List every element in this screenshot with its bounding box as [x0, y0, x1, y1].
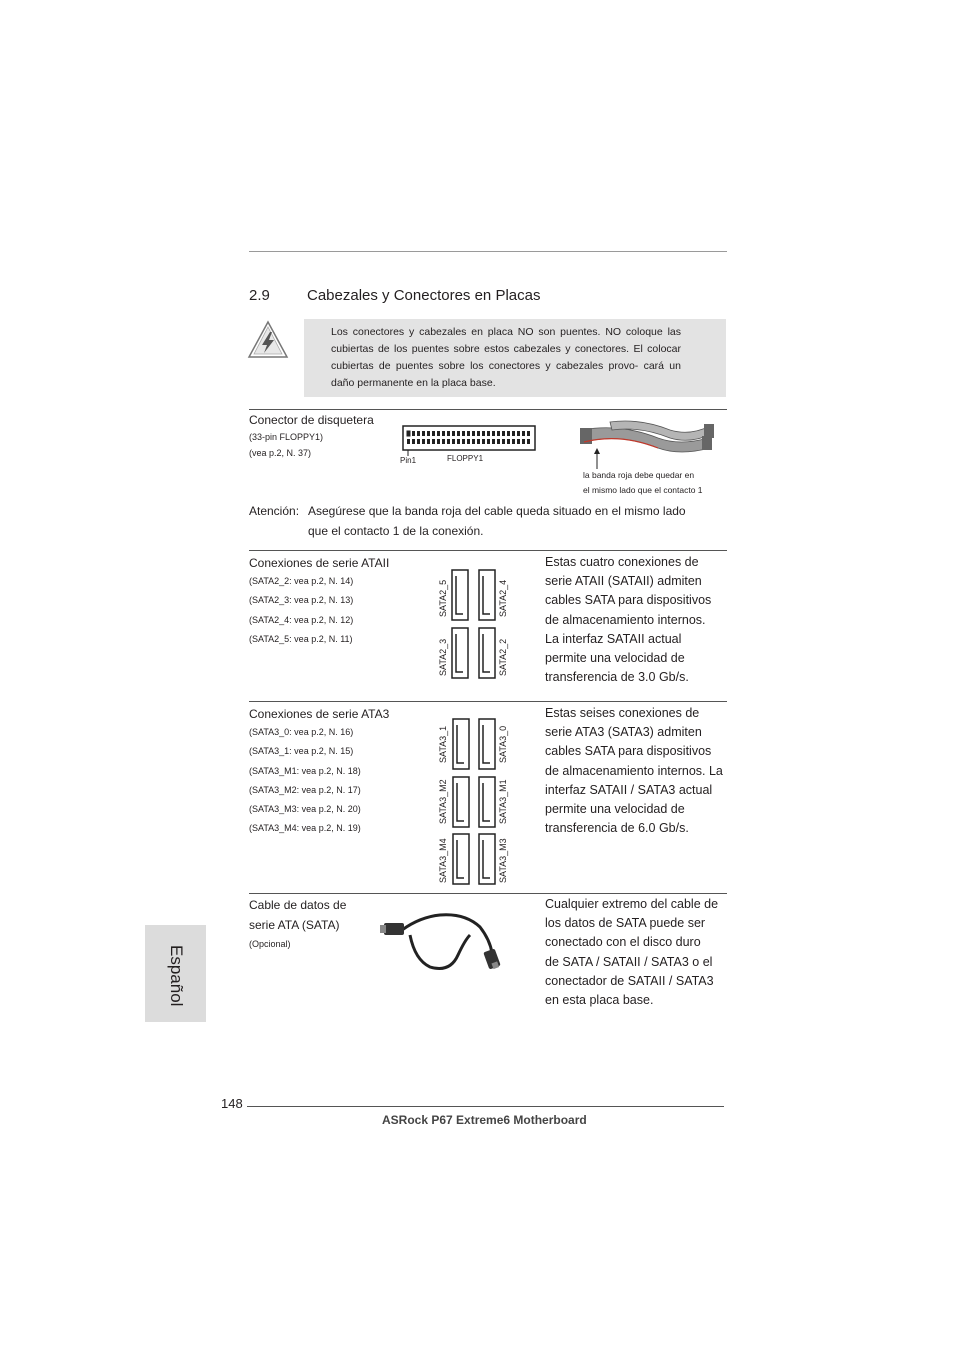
section-title: Cabezales y Conectores en Placas	[307, 287, 541, 304]
desc-line: transferencia de 6.0 Gb/s.	[545, 821, 689, 836]
desc-line: permite una velocidad de	[545, 802, 685, 817]
attention-label: Atención:	[249, 504, 300, 518]
cable-description	[545, 895, 718, 1010]
port-label: SATA3_0	[498, 725, 508, 763]
desc-line: Estas cuatro conexiones de	[545, 555, 699, 569]
desc-line: los datos de SATA puede ser	[545, 916, 706, 931]
port-label: SATA3_M4	[438, 838, 448, 883]
desc-line: permite una velocidad de	[545, 651, 685, 666]
desc-line: de almacenamiento internos.	[545, 612, 706, 627]
port-label: SATA3_M3	[498, 838, 508, 883]
desc-line: conectador de SATAII / SATA3	[545, 973, 714, 988]
warning-triangle-icon	[247, 320, 289, 360]
ata3-ref: (SATA3_M3: vea p.2, N. 20)	[249, 804, 361, 815]
desc-line: cables SATA para dispositivos	[545, 744, 712, 759]
ata3-ref: (SATA3_M2: vea p.2, N. 17)	[249, 784, 361, 795]
ataii-description	[545, 553, 711, 687]
ataii-title: Conexiones de serie ATAII	[249, 556, 390, 570]
cable-sub: (Opcional)	[249, 939, 291, 949]
desc-line: Estas seises conexiones de	[545, 706, 700, 720]
footer-product: ASRock P67 Extreme6 Motherboard	[382, 1113, 587, 1127]
desc-line: Cualquier extremo del cable de	[545, 897, 719, 911]
ata3-description	[545, 704, 723, 838]
sata2-ports-diagram	[450, 568, 500, 680]
ata3-ref: (SATA3_M1: vea p.2, N. 18)	[249, 765, 361, 776]
port-label: SATA2_3	[438, 638, 448, 676]
sata3-ports-diagram	[450, 717, 500, 887]
desc-line: interfaz SATAII / SATA3 actual	[545, 782, 713, 797]
attention-line1: Asegúrese que la banda roja del cable queda situado en el mismo lado	[308, 504, 686, 518]
language-tab-label: Español	[167, 945, 186, 1007]
ata3-ref: (SATA3_0: vea p.2, N. 16)	[249, 727, 354, 737]
ataii-ref: (SATA2_5: vea p.2, N. 11)	[249, 633, 353, 644]
divider-ataii	[249, 550, 727, 551]
warning-text: Los conectores y cabezales en placa NO son puentes. NO coloque las cubiertas de los puentes sobre estos cabezales y conectores. El colocar cubiertas de puentes sobre los conectores y cabezales provo- cará un daño permanente en la placa base.	[331, 326, 681, 389]
section-number: 2.9	[249, 287, 270, 304]
page-number: 148	[221, 1096, 243, 1111]
ataii-ref: (SATA2_3: vea p.2, N. 13)	[249, 595, 354, 606]
port-label: SATA2_4	[498, 579, 508, 617]
ata3-refs	[249, 723, 361, 839]
port-label: SATA2_2	[498, 638, 508, 676]
desc-line: conectado con el disco duro	[545, 935, 701, 950]
floppy-header-label: FLOPPY1	[447, 454, 484, 463]
floppy-pin-label: Pin1	[400, 456, 417, 465]
desc-line: de SATA / SATAII / SATA3 o el	[545, 954, 713, 969]
ata3-ref: (SATA3_M4: vea p.2, N. 19)	[249, 823, 361, 834]
port-label: SATA3_M2	[438, 779, 448, 824]
desc-line: de almacenamiento internos. La	[545, 763, 723, 778]
desc-line: en esta placa base.	[545, 993, 654, 1008]
floppy-sub2: (vea p.2, N. 37)	[249, 448, 312, 458]
floppy-title: Conector de disquetera	[249, 413, 374, 427]
cable-note-2: el mismo lado que el contacto 1	[583, 485, 703, 495]
divider-cable	[249, 893, 727, 894]
desc-line: La interfaz SATAII actual	[545, 631, 682, 646]
divider-ata3	[249, 701, 727, 702]
attention-line2: que el contacto 1 de la conexión.	[308, 524, 484, 538]
ataii-refs	[249, 572, 353, 649]
cable-title-1: Cable de datos de	[249, 898, 347, 912]
cable-note-1: la banda roja debe quedar en	[583, 470, 695, 480]
ataii-ref: (SATA2_2: vea p.2, N. 14)	[249, 576, 354, 586]
ataii-ref: (SATA2_4: vea p.2, N. 12)	[249, 614, 354, 625]
desc-line: serie ATAII (SATAII) admiten	[545, 574, 702, 589]
floppy-sub1: (33-pin FLOPPY1)	[249, 432, 324, 442]
ata3-ref: (SATA3_1: vea p.2, N. 15)	[249, 746, 354, 757]
ata3-title: Conexiones de serie ATA3	[249, 707, 390, 721]
port-label: SATA3_M1	[498, 779, 508, 824]
language-tab	[145, 925, 206, 1022]
top-rule	[249, 251, 727, 252]
sata-cable-image	[380, 905, 510, 975]
divider-floppy	[249, 409, 727, 410]
desc-line: transferencia de 3.0 Gb/s.	[545, 670, 689, 685]
cable-title-2: serie ATA (SATA)	[249, 918, 340, 932]
footer-rule	[247, 1106, 724, 1107]
desc-line: serie ATA3 (SATA3) admiten	[545, 725, 702, 740]
floppy-cable-image	[580, 418, 716, 470]
port-label: SATA2_5	[438, 579, 448, 617]
desc-line: cables SATA para dispositivos	[545, 593, 712, 608]
port-label: SATA3_1	[438, 725, 448, 763]
